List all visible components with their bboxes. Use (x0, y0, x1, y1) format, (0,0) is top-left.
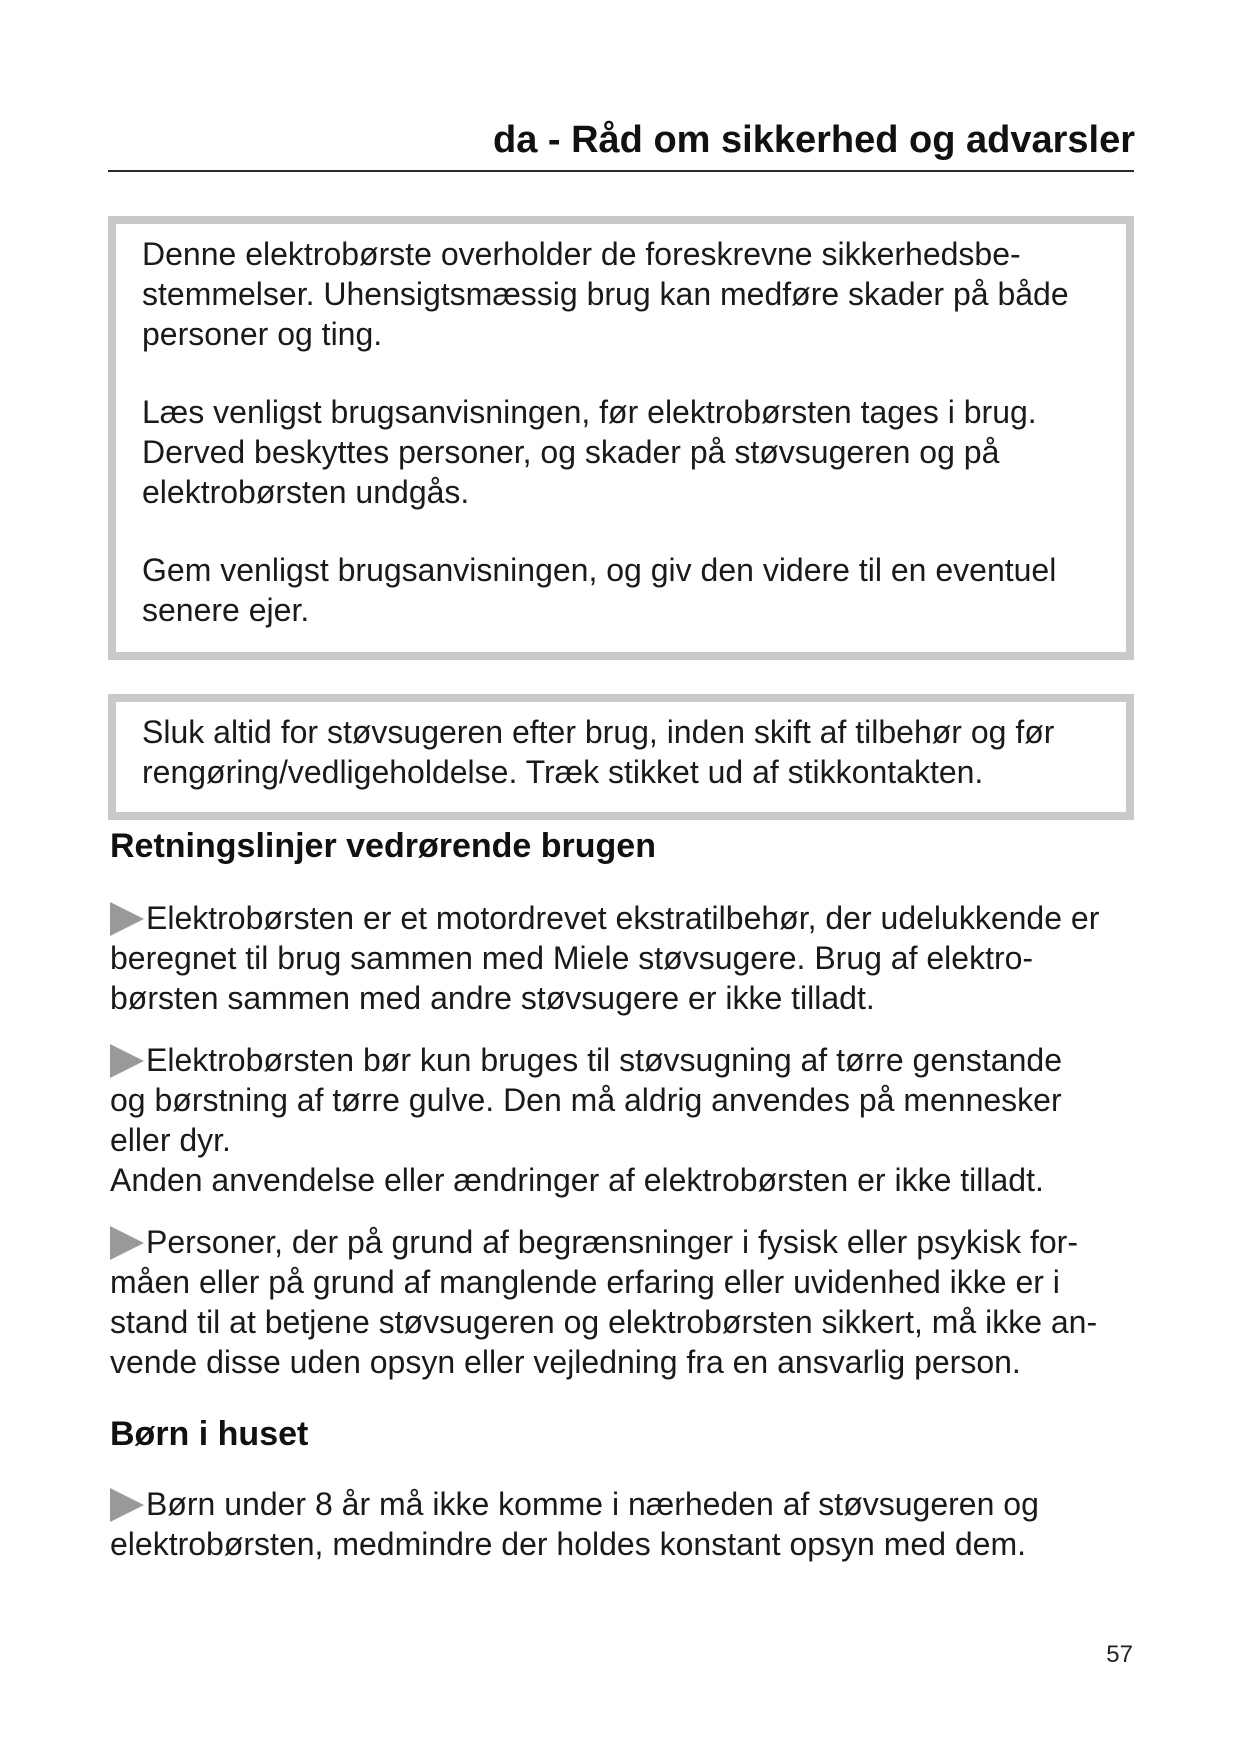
header-divider (108, 170, 1134, 172)
list-item-text: Elektrobørsten er et motordrevet ekstratilbehør, der udelukkende er beregnet til brug sammen med Miele støvsugere. Brug af elektro- børsten sammen med andre støvsugere er ikke tilladt. (110, 900, 1100, 1016)
arrow-bullet-icon (110, 1044, 144, 1078)
page-number: 57 (1106, 1641, 1133, 1668)
section-heading-children: Børn i huset (110, 1415, 309, 1453)
list-item (110, 1040, 1140, 1200)
list-item (110, 1484, 1140, 1564)
list-item-text: Børn under 8 år må ikke komme i nærheden af støvsugeren og elektrobørsten, medmindre der holdes konstant opsyn med dem. (110, 1486, 1039, 1562)
unplug-notice-box (108, 694, 1134, 820)
arrow-bullet-icon (110, 902, 144, 936)
notice-paragraph: Sluk altid for støvsugeren efter brug, inden skift af tilbehør og før rengøring/vedligeholdelse. Træk stikket ud af stikkontakten. (142, 714, 1055, 790)
list-item-text: Elektrobørsten bør kun bruges til støvsugning af tørre genstande og børstning af tørre gulve. Den må aldrig anvendes på mennesker eller dyr. Anden anvendelse eller ændringer af elektrobørsten er ikke tilladt. (110, 1042, 1062, 1198)
arrow-bullet-icon (110, 1226, 144, 1260)
list-item-text: Personer, der på grund af begrænsninger i fysisk eller psykisk for- måen eller på grund af manglende erfaring eller uvidenhed ikke er i stand til at betjene støvsugeren og elektrobørsten sikkert, må ikke an- vende disse uden opsyn eller vejledning fra en ansvarlig person. (110, 1224, 1098, 1380)
arrow-bullet-icon (110, 1488, 144, 1522)
notice-paragraph: Gem venligst brugsanvisningen, og giv den videre til en eventuel senere ejer. (142, 552, 1057, 628)
list-item (110, 898, 1140, 1018)
safety-notice-box (108, 216, 1134, 660)
section-heading-usage: Retningslinjer vedrørende brugen (110, 827, 656, 865)
notice-paragraph: Denne elektrobørste overholder de foreskrevne sikkerhedsbe- stemmelser. Uhensigtsmæssig brug kan medføre skader på både personer og ting. (142, 236, 1069, 352)
notice-paragraph: Læs venligst brugsanvisningen, før elektrobørsten tages i brug. Derved beskyttes personer, og skader på støvsugeren og på elektrobørsten undgås. (142, 394, 1037, 510)
page-title: da - Råd om sikkerhed og advarsler (492, 119, 1135, 161)
list-item (110, 1222, 1140, 1382)
